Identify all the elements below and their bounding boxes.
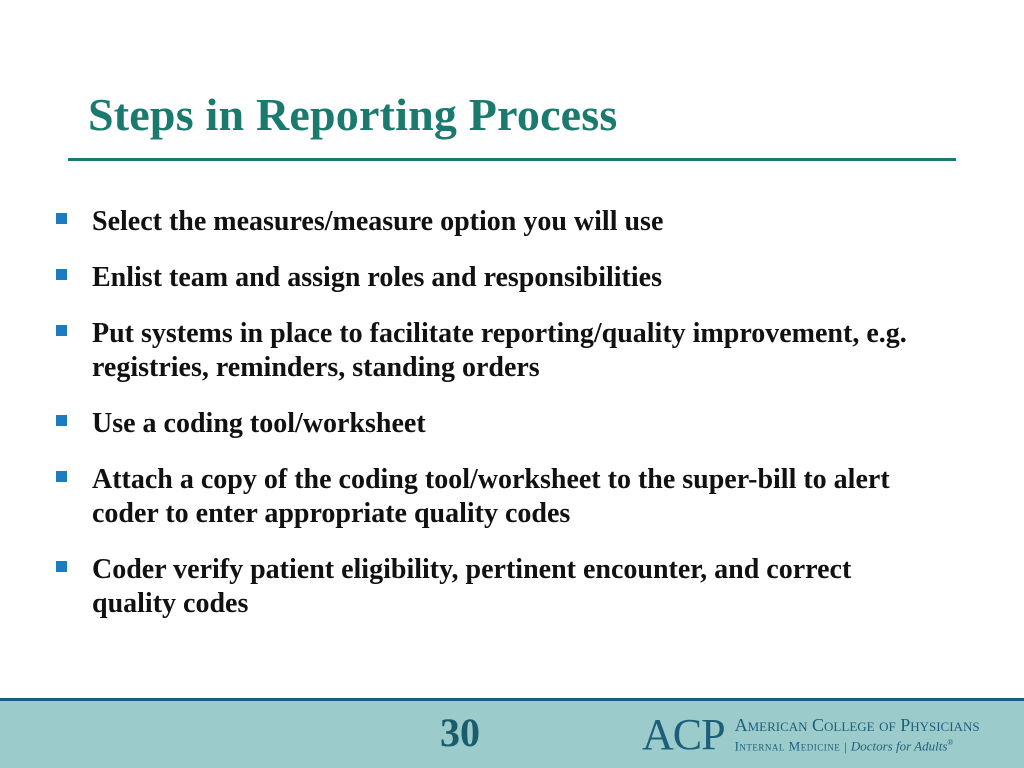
square-bullet-icon	[56, 415, 67, 426]
acp-logo	[642, 711, 980, 759]
registered-mark: ®	[947, 738, 954, 748]
bullet-text: Attach a copy of the coding tool/worksheet to the super-bill to alert coder to enter appropriate quality codes	[92, 464, 890, 529]
logo-text	[735, 715, 980, 754]
bullet-text: Select the measures/measure option you will use	[92, 206, 664, 237]
list-item	[56, 463, 956, 531]
title-underline	[68, 158, 956, 161]
list-item	[56, 553, 956, 621]
logo-separator: |	[844, 738, 847, 754]
bullet-text: Put systems in place to facilitate reporting/quality improvement, e.g. registries, reminders, standing orders	[92, 318, 907, 383]
bullet-text: Coder verify patient eligibility, pertinent encounter, and correct quality codes	[92, 554, 852, 619]
logo-tagline-left: Internal Medicine	[734, 738, 841, 754]
bullet-text: Use a coding tool/worksheet	[92, 408, 426, 439]
logo-organization: American College of Physicians	[734, 715, 980, 736]
logo-acronym: ACP	[642, 710, 725, 759]
list-item	[56, 261, 956, 295]
logo-tagline	[735, 735, 980, 754]
square-bullet-icon	[56, 269, 67, 280]
square-bullet-icon	[56, 325, 67, 336]
list-item	[56, 317, 956, 385]
bullet-text: Enlist team and assign roles and responsibilities	[92, 262, 662, 293]
page-number: 30	[440, 710, 480, 755]
square-bullet-icon	[56, 561, 67, 572]
footer-bar	[0, 698, 1024, 768]
bullet-list	[56, 205, 956, 643]
square-bullet-icon	[56, 213, 67, 224]
logo-tagline-right: Doctors for Adults	[850, 738, 948, 754]
list-item	[56, 407, 956, 441]
square-bullet-icon	[56, 471, 67, 482]
list-item	[56, 205, 956, 239]
slide-title: Steps in Reporting Process	[88, 89, 618, 140]
